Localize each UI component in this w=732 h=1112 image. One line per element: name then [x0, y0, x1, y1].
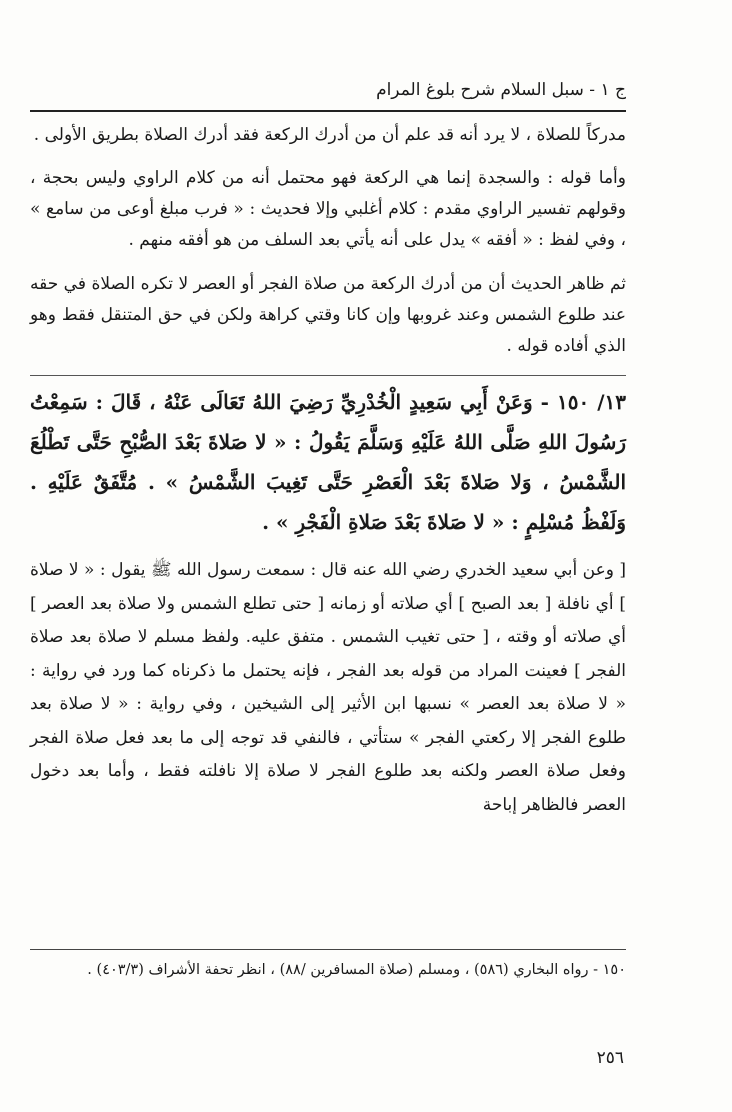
paragraph-apparent-meaning: ثم ظاهر الحديث أن من أدرك الركعة من صلاة الفجر أو العصر لا تكره الصلاة في حقه عند طلوع الشمس وعند غروبها وإن كانا وقتي كراهة ولكن في حق المتنقل فقط وهو الذي أفاده قوله .: [30, 274, 626, 356]
footnote: ١٥٠ - رواه البخاري (٥٨٦) ، ومسلم (صلاة المسافرين /٨٨) ، انظر تحفة الأشراف (٤٠٣/٣) .: [87, 962, 626, 978]
header-rule: [30, 110, 626, 112]
hadith-text: ١٣/ ١٥٠ - وَعَنْ أَبِي سَعِيدٍ الْخُدْرِيِّ رَضِيَ اللهُ تَعَالَى عَنْهُ ، قَالَ : سَمِعْتُ رَسُولَ اللهِ صَلَّى اللهُ عَلَيْهِ وَسَلَّمَ يَقُولُ : « لا صَلاةَ بَعْدَ الصُّبْحِ حَتَّى تَطْلُعَ الشَّمْسُ ، وَلا صَلاةَ بَعْدَ الْعَصْرِ حَتَّى تَغِيبَ الشَّمْسُ » . مُتَّفَقٌ عَلَيْهِ . وَلَفْظُ مُسْلِمٍ : « لا صَلاةَ بَعْدَ صَلاةِ الْفَجْرِ » .: [30, 375, 626, 542]
footnote-separator: [30, 949, 626, 950]
running-header: ج ١ - سبل السلام شرح بلوغ المرام: [376, 80, 626, 100]
page-number: ٢٥٦: [596, 1048, 624, 1068]
book-page: [30, 0, 626, 1112]
paragraph-continuation: مدركاً للصلاة ، لا يرد أنه قد علم أن من أدرك الركعة فقد أدرك الصلاة بطريق الأولى .: [33, 125, 626, 145]
hadith-explanation: [ وعن أبي سعيد الخدري رضي الله عنه قال : سمعت رسول الله ﷺ يقول : « لا صلاة ] أي نافلة [ بعد الصبح ] أي صلاته أو زمانه [ حتى تطلع الشمس ولا صلاة بعد العصر ] أي صلاته أو وقته ، [ حتى تغيب الشمس . متفق عليه. ولفظ مسلم لا صلاة بعد صلاة الفجر ] فعينت المراد من قوله بعد الفجر ، فإنه يحتمل ما ذكرناه كما ورد في رواية : « لا صلاة بعد العصر » نسبها ابن الأثير إلى الشيخين ، وفي رواية : « لا صلاة بعد طلوع الفجر إلا ركعتي الفجر » ستأتي ، فالنفي قد توجه إلى ما بعد فعل صلاة الفجر وفعل صلاة العصر ولكنه بعد طلوع الفجر لا صلاة إلا نافلته فقط ، وأما بعد دخول العصر فالظاهر إباحة: [30, 560, 626, 815]
paragraph-sajda: وأما قوله : والسجدة إنما هي الركعة فهو محتمل أنه من كلام الراوي وليس بحجة ، وقولهم تفسير الراوي مقدم : كلام أغلبي وإلا فحديث : « فرب مبلغ أوعى من سامع » ، وفي لفظ : « أفقه » يدل على أنه يأتي بعد السلف من هو أفقه منهم .: [30, 168, 626, 250]
page-body: [30, 120, 626, 822]
